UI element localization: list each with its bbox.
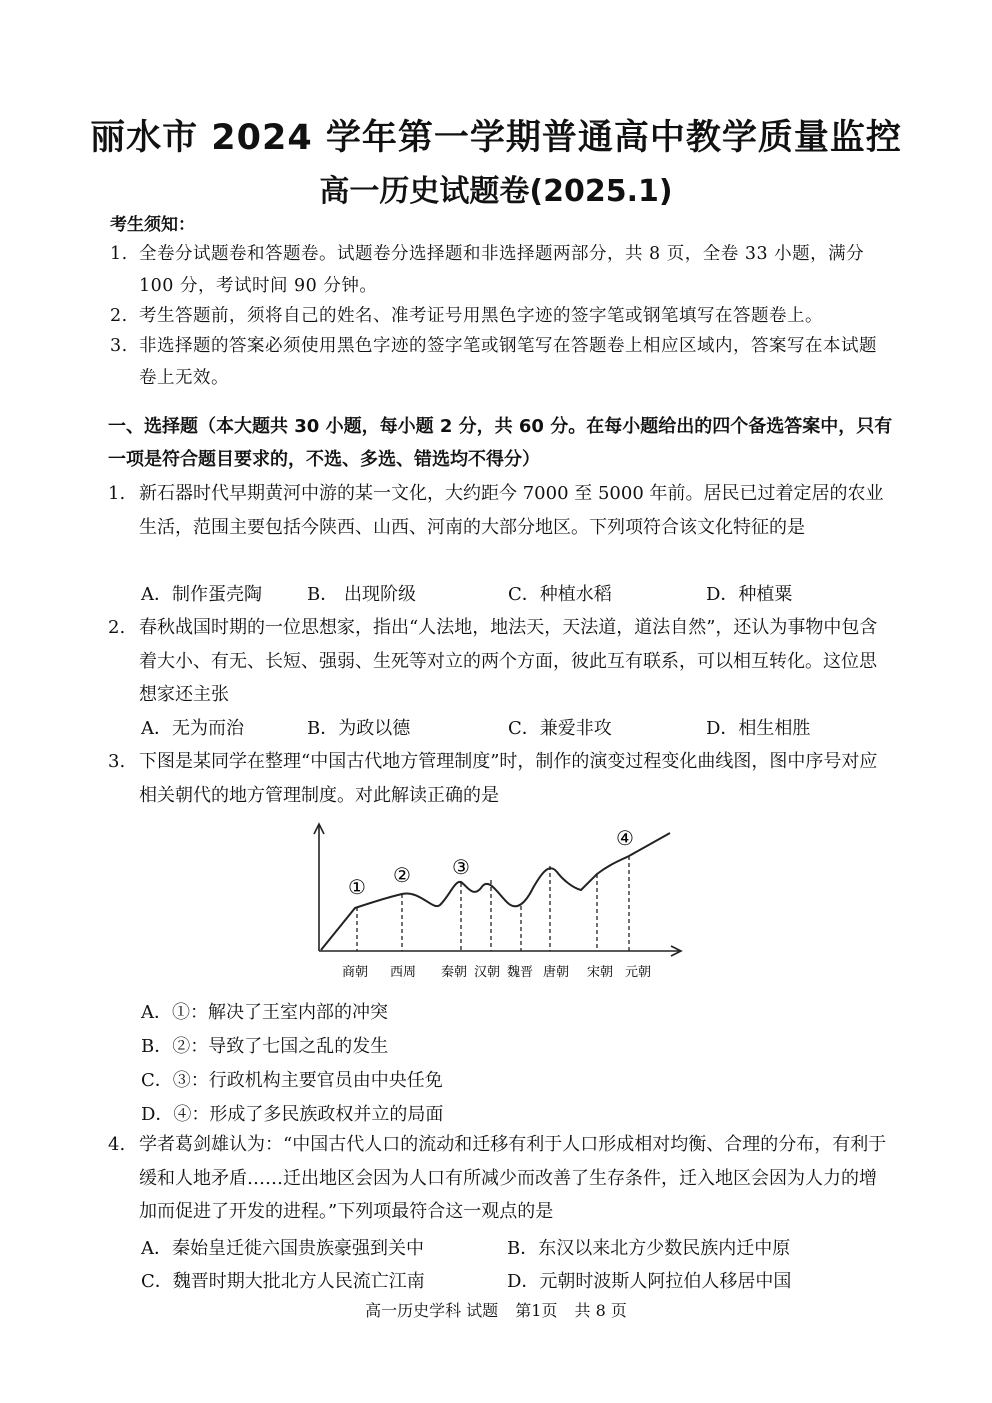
x-label: 宋朝 [586, 965, 614, 980]
notice-item-text: 考生答题前，须将自己的姓名、准考证号用黑色字迹的签字笔或钢笔填写在答题卷上。 [139, 306, 823, 326]
question-text: 学者葛剑雄认为：“中国古代人口的流动和迁移有利于人口形成相对均衡、合理的分布，有利于缓和人地矛盾……迁出地区会因为人口有所减少而改善了生存条件，迁入地区会因为人力的增加而促进了开发的进程。”下列项最符合这一观点的是 [139, 1134, 887, 1222]
option-d: D．④：形成了多民族政权并立的局面 [141, 1104, 444, 1125]
option-b: B． 出现阶级 [307, 584, 416, 605]
x-label: 秦朝 [440, 965, 468, 980]
option-c: C．兼爱非攻 [508, 718, 612, 739]
question-4-options-row-1 [141, 1234, 901, 1266]
marker-2: ② [393, 863, 411, 887]
footer-total-pages: 共 8 页 [574, 1301, 627, 1320]
option-d: D．相生相胜 [706, 718, 811, 739]
question-number: 2. [108, 617, 126, 638]
page-footer [0, 1298, 992, 1321]
x-label: 西周 [389, 965, 417, 980]
option-c: C．魏晋时期大批北方人民流亡江南 [141, 1271, 425, 1292]
section-heading: 一、选择题（本大题共 30 小题，每小题 2 分，共 60 分。在每小题给出的四个备选答案中，只有一项是符合题目要求的，不选、多选、错选均不得分） [108, 416, 893, 470]
question-3 [108, 745, 890, 812]
question-2-options [141, 714, 901, 746]
question-4 [108, 1128, 890, 1229]
notice-item-text: 非选择题的答案必须使用黑色字迹的签字笔或钢笔写在答题卷上相应区域内，答案写在本试题卷上无效。 [139, 336, 877, 388]
option-b: B．为政以德 [307, 718, 411, 739]
question-2 [108, 611, 890, 712]
notice-item [110, 300, 890, 332]
option-c: C．种植水稻 [508, 584, 612, 605]
option-a: A．制作蛋壳陶 [141, 584, 262, 605]
notice-item-number: 1. [110, 244, 128, 264]
marker-4: ④ [616, 826, 634, 850]
notice-item [110, 238, 890, 302]
footer-subject: 高一历史学科 试题 [365, 1301, 499, 1320]
question-text: 下图是某同学在整理“中国古代地方管理制度”时，制作的演变过程变化曲线图，图中序号对应相关朝代的地方管理制度。对此解读正确的是 [139, 751, 878, 806]
marker-1: ① [348, 875, 366, 899]
footer-page-number: 第1页 [515, 1301, 558, 1320]
option-a: A．①：解决了王室内部的冲突 [141, 1002, 388, 1023]
question-text: 春秋战国时期的一位思想家，指出“人法地，地法天，天法道，道法自然”，还认为事物中包含着大小、有无、长短、强弱、生死等对立的两个方面，彼此互有联系，可以相互转化。这位思想家还主张 [139, 617, 878, 705]
option-c: C．③：行政机构主要官员由中央任免 [141, 1070, 443, 1091]
option-a: A．无为而治 [141, 718, 244, 739]
x-label: 商朝 [341, 965, 369, 980]
question-1-options [141, 580, 901, 612]
notice-item-number: 2. [110, 306, 128, 326]
question-number: 3. [108, 751, 126, 772]
notice-item-text: 全卷分试题卷和答题卷。试题卷分选择题和非选择题两部分，共 8 页，全卷 33 小题，满分 100 分，考试时间 90 分钟。 [139, 244, 865, 296]
x-label: 元朝 [624, 965, 652, 980]
evolution-curve-figure [305, 818, 685, 986]
option-b: B．②：导致了七国之乱的发生 [141, 1036, 389, 1057]
marker-3: ③ [452, 855, 470, 879]
question-number: 1. [108, 483, 126, 504]
option-b: B．东汉以来北方少数民族内迁中原 [507, 1238, 791, 1259]
option-a: A．秦始皇迁徙六国贵族豪强到关中 [141, 1238, 424, 1259]
question-4-options-row-2 [141, 1267, 901, 1299]
page-title: 丽水市 2024 学年第一学期普通高中教学质量监控 [90, 118, 902, 158]
option-d: D．种植粟 [706, 584, 793, 605]
question-number: 4. [108, 1134, 126, 1155]
notice-heading: 考生须知： [110, 215, 195, 235]
notice-item-number: 3. [110, 336, 128, 356]
x-label: 汉朝 [473, 965, 501, 980]
x-label: 魏晋 [506, 965, 534, 980]
x-label: 唐朝 [542, 965, 570, 980]
question-text: 新石器时代早期黄河中游的某一文化，大约距今 7000 至 5000 年前。居民已过着定居的农业生活，范围主要包括今陕西、山西、河南的大部分地区。下列项符合该文化特征的是 [139, 483, 884, 538]
question-1 [108, 477, 890, 544]
evolution-curve-line [321, 833, 670, 950]
page-subtitle: 高一历史试题卷(2025.1) [319, 174, 673, 209]
notice-item [110, 330, 890, 394]
option-d: D．元朝时波斯人阿拉伯人移居中国 [507, 1271, 792, 1292]
